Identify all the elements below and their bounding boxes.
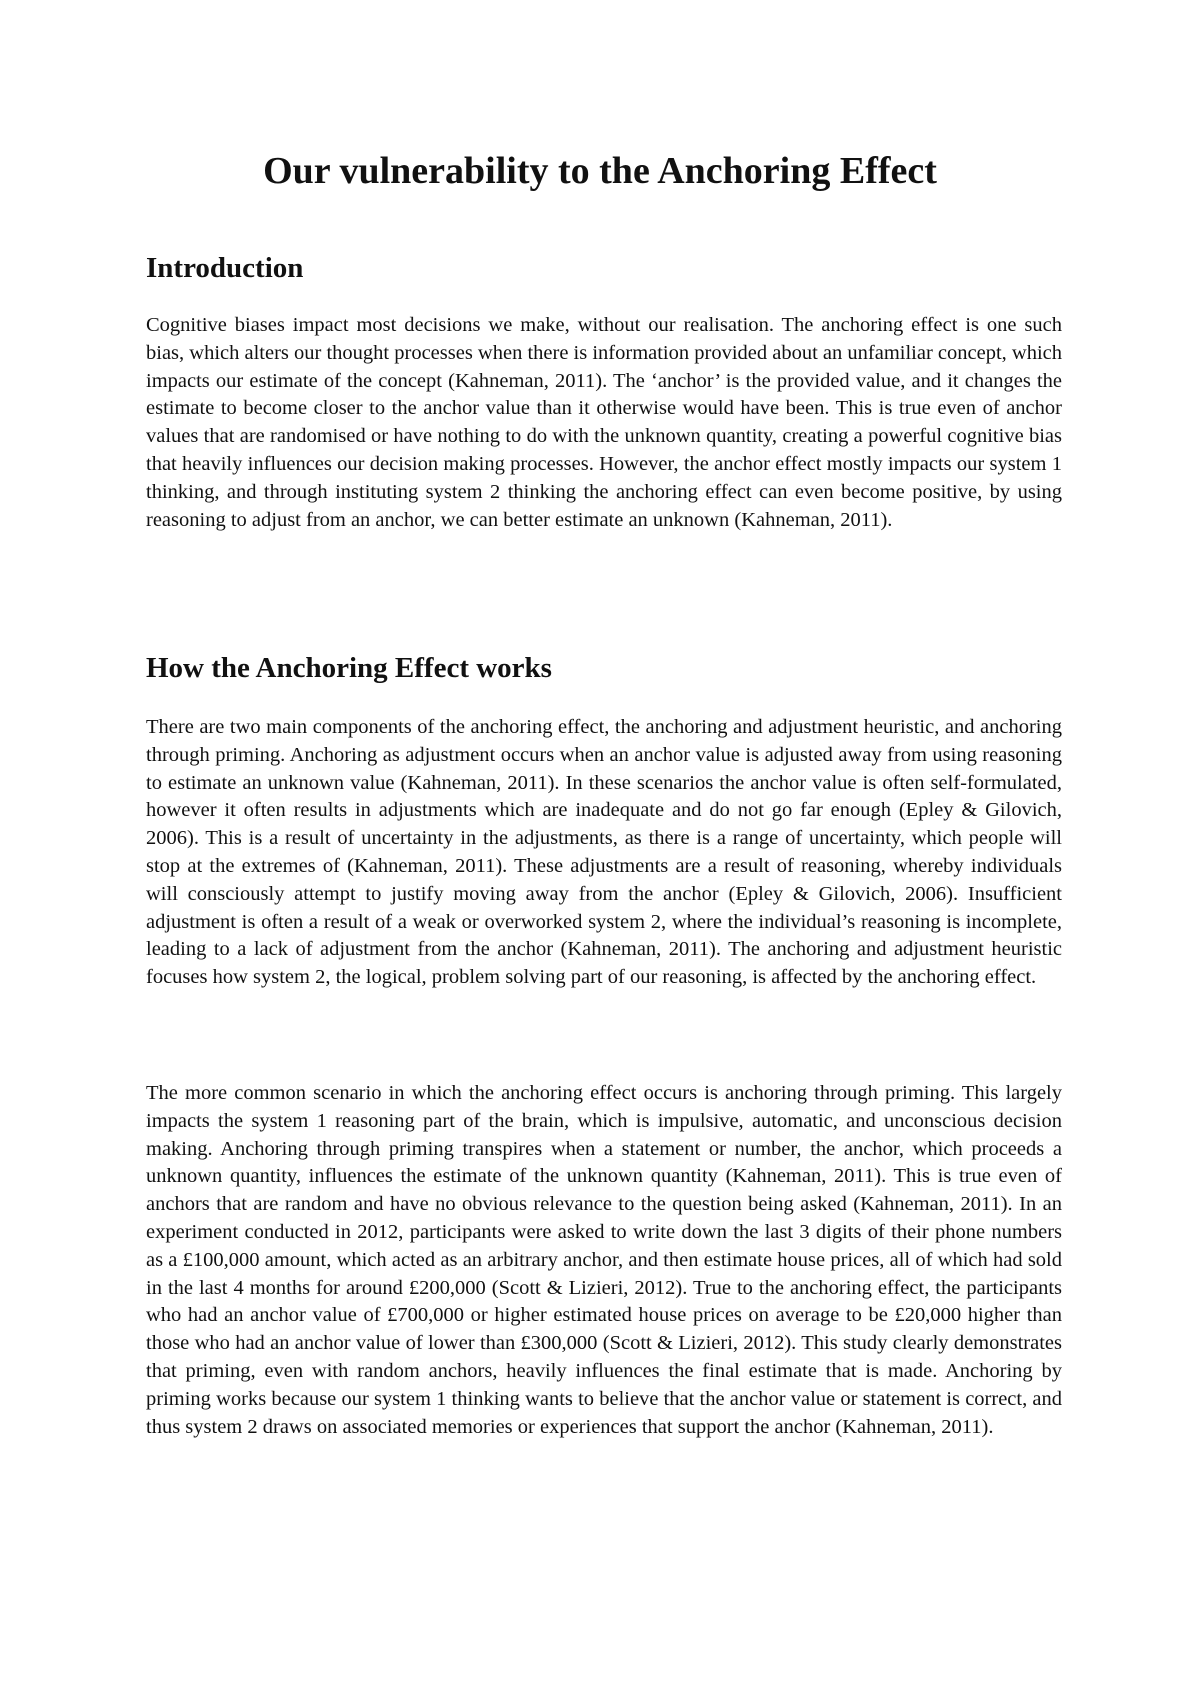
how-it-works-paragraph-1: There are two main components of the anchoring effect, the anchoring and adjustment heuristic, and anchoring through priming. Anchoring as adjustment occurs when an anchor value is adjusted away from using reasoning to estimate an unknown value (Kahneman, 2011). In these scenarios the anchor value is often self-formulated, however it often results in adjustments which are inadequate and do not go far enough (Epley & Gilovich, 2006). This is a result of uncertainty in the adjustments, as there is a range of uncertainty, which people will stop at the extremes of (Kahneman, 2011). These adjustments are a result of reasoning, whereby individuals will consciously attempt to justify moving away from the anchor (Epley & Gilovich, 2006). Insufficient adjustment is often a result of a weak or overworked system 2, where the individual’s reasoning is incomplete, leading to a lack of adjustment from the anchor (Kahneman, 2011). The anchoring and adjustment heuristic focuses how system 2, the logical, problem solving part of our reasoning, is affected by the anchoring effect. xyxy=(146,716,1062,989)
introduction-paragraph: Cognitive biases impact most decisions we make, without our realisation. The anchoring effect is one such bias, which alters our thought processes when there is information provided about an unfamiliar concept, which impacts our estimate of the concept (Kahneman, 2011). The ‘anchor’ is the provided value, and it changes the estimate to become closer to the anchor value than it otherwise would have been. This is true even of anchor values that are randomised or have nothing to do with the unknown quantity, creating a powerful cognitive bias that heavily influences our decision making processes. However, the anchor effect mostly impacts our system 1 thinking, and through instituting system 2 thinking the anchoring effect can even become positive, by using reasoning to adjust from an anchor, we can better estimate an unknown (Kahneman, 2011). xyxy=(146,314,1062,531)
how-it-works-paragraph-2: The more common scenario in which the anchoring effect occurs is anchoring through priming. This largely impacts the system 1 reasoning part of the brain, which is impulsive, automatic, and unconscious decision making. Anchoring through priming transpires when a statement or number, the anchor, which proceeds a unknown quantity, influences the estimate of the unknown quantity (Kahneman, 2011). This is true even of anchors that are random and have no obvious relevance to the question being asked (Kahneman, 2011). In an experiment conducted in 2012, participants were asked to write down the last 3 digits of their phone numbers as a £100,000 amount, which acted as an arbitrary anchor, and then estimate house prices, all of which had sold in the last 4 months for around £200,000 (Scott & Lizieri, 2012). True to the anchoring effect, the participants who had an anchor value of £700,000 or higher estimated house prices on average to be £20,000 higher than those who had an anchor value of lower than £300,000 (Scott & Lizieri, 2012). This study clearly demonstrates that priming, even with random anchors, heavily influences the final estimate that is made. Anchoring by priming works because our system 1 thinking wants to believe that the anchor value or statement is correct, and thus system 2 draws on associated memories or experiences that support the anchor (Kahneman, 2011). xyxy=(146,1082,1062,1438)
page-title: Our vulnerability to the Anchoring Effect xyxy=(263,150,937,192)
section-heading-introduction: Introduction xyxy=(146,252,304,284)
section-heading-how-it-works: How the Anchoring Effect works xyxy=(146,652,552,684)
